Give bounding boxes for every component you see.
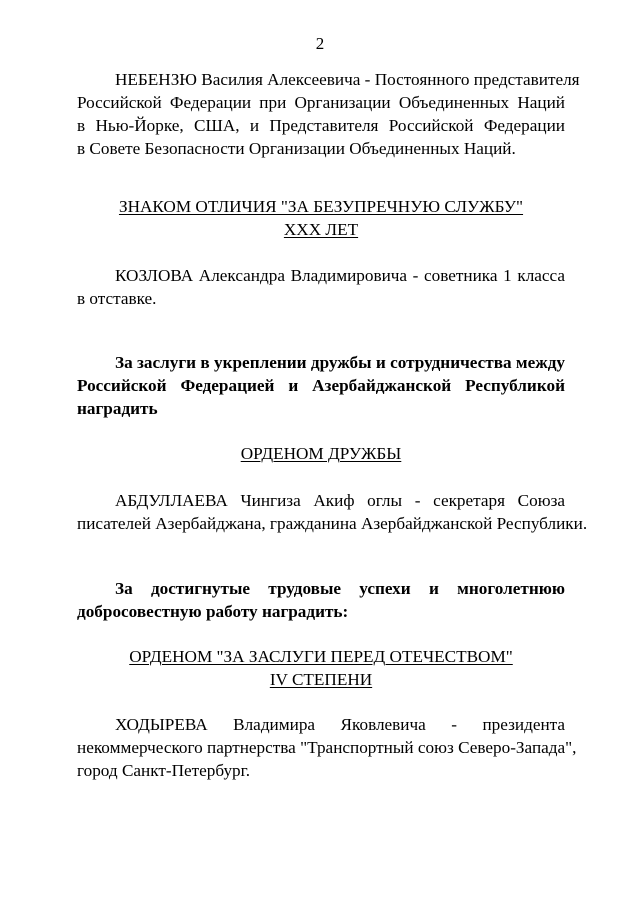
text-line: добросовестную работу наградить: xyxy=(77,602,349,621)
award-title: ОРДЕНОМ "ЗА ЗАСЛУГИ ПЕРЕД ОТЕЧЕСТВОМ" xyxy=(129,647,513,666)
award-heading-badge xyxy=(77,195,565,241)
paragraph-kozlova xyxy=(77,264,565,310)
paragraph-khodyrev xyxy=(77,713,577,782)
text-line: НЕБЕНЗЮ Василия Алексеевича - Постоянного представителя xyxy=(115,70,580,89)
award-title: ОРДЕНОМ ДРУЖБЫ xyxy=(240,444,402,463)
text-line: в отставке. xyxy=(77,289,157,308)
text-line: некоммерческого партнерства "Транспортный союз Северо-Запада", xyxy=(77,738,577,757)
text-line: в Нью-Йорке, США, и Представителя Российской Федерации xyxy=(77,116,565,135)
text-line: КОЗЛОВА Александра Владимировича - советника 1 класса xyxy=(115,266,565,285)
text-line: Российской Федерацией и Азербайджанской Республикой xyxy=(77,376,565,395)
paragraph-nebenzya xyxy=(77,68,580,160)
page-number: 2 xyxy=(315,34,325,53)
award-subtitle: IV СТЕПЕНИ xyxy=(269,670,373,689)
text-line: ХОДЫРЕВА Владимира Яковлевича - президента xyxy=(115,715,565,734)
text-line: город Санкт-Петербург. xyxy=(77,761,251,780)
award-heading-friendship xyxy=(77,442,565,465)
paragraph-labor-merits xyxy=(77,577,565,623)
text-line: писателей Азербайджана, гражданина Азербайджанской Республики. xyxy=(77,514,588,533)
text-line: За заслуги в укреплении дружбы и сотрудничества между xyxy=(115,353,565,372)
paragraph-friendship-merits xyxy=(77,351,565,420)
paragraph-abdullaev xyxy=(77,489,588,535)
text-line: За достигнутые трудовые успехи и многолетнюю xyxy=(115,579,565,598)
award-subtitle: XXX ЛЕТ xyxy=(283,220,359,239)
text-line: Российской Федерации при Организации Объединенных Наций xyxy=(77,93,565,112)
text-line: АБДУЛЛАЕВА Чингиза Акиф оглы - секретаря Союза xyxy=(115,491,565,510)
award-title: ЗНАКОМ ОТЛИЧИЯ "ЗА БЕЗУПРЕЧНУЮ СЛУЖБУ" xyxy=(118,197,524,216)
text-line: в Совете Безопасности Организации Объединенных Наций. xyxy=(77,139,516,158)
award-heading-fatherland xyxy=(77,645,565,691)
text-line: наградить xyxy=(77,399,158,418)
